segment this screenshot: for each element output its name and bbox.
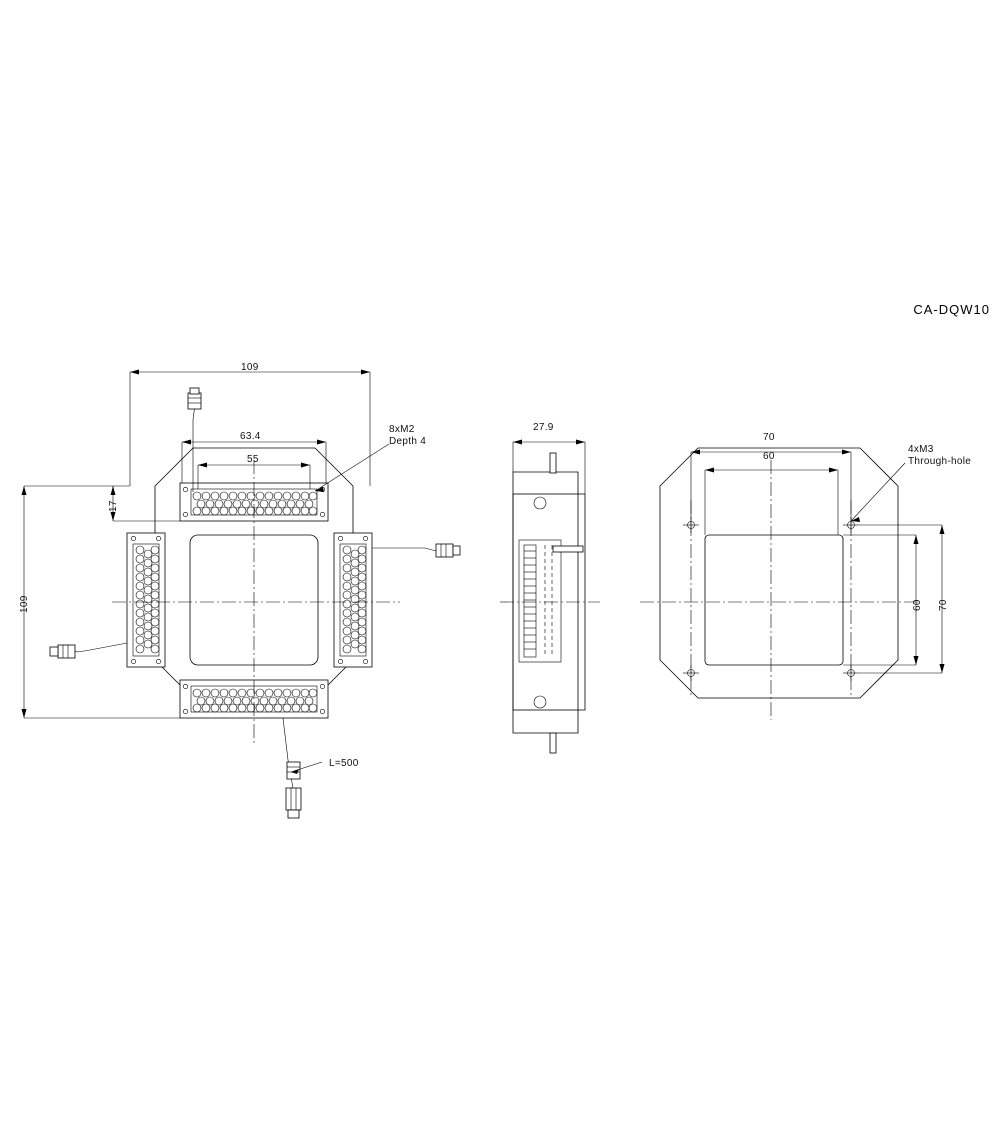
dim-60-h xyxy=(705,468,838,536)
cable-left xyxy=(50,643,127,658)
dim-70-v xyxy=(859,525,945,673)
note-tap-line2: Depth 4 xyxy=(389,436,427,447)
dim-label-55: 55 xyxy=(247,454,259,465)
side-view xyxy=(500,440,600,754)
led-bar-right xyxy=(334,533,372,667)
rear-view xyxy=(640,448,945,720)
dim-label-window-v: 60 xyxy=(912,599,923,611)
dim-label-overall-height: 109 xyxy=(19,595,30,613)
dim-label-bolt-pitch-h: 70 xyxy=(763,432,775,443)
note-hole-line1: 4xM3 xyxy=(908,444,934,455)
dim-label-overall-width: 109 xyxy=(241,362,259,373)
led-bar-left xyxy=(127,533,165,667)
dim-label-63-4: 63.4 xyxy=(240,431,261,442)
dim-label-window-h: 60 xyxy=(763,451,775,462)
dim-60-v xyxy=(843,535,919,665)
dim-overall-width xyxy=(130,370,370,487)
part-number-label: CA-DQW10 xyxy=(913,302,990,317)
dim-label-thickness: 27.9 xyxy=(533,422,554,433)
note-hole-line2: Through-hole xyxy=(908,456,972,467)
dim-17 xyxy=(111,486,181,521)
note-cable-length: L=500 xyxy=(329,758,359,769)
dim-label-17: 17 xyxy=(108,500,119,512)
dim-27-9 xyxy=(513,440,585,495)
note-tap-line1: 8xM2 xyxy=(389,424,415,435)
cable-bottom xyxy=(283,718,322,818)
cable-right xyxy=(372,544,460,557)
dim-label-bolt-pitch-v: 70 xyxy=(938,599,949,611)
